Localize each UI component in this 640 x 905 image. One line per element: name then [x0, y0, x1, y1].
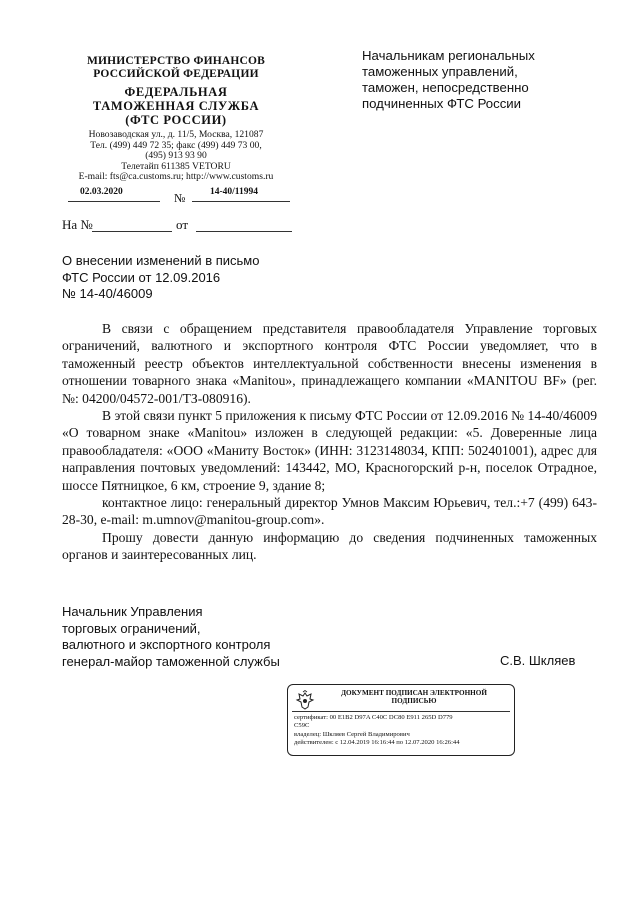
stamp-title-line: ДОКУМЕНТ ПОДПИСАН ЭЛЕКТРОННОЙ — [341, 689, 487, 697]
stamp-details — [294, 714, 510, 748]
reference-row — [62, 217, 298, 237]
ministry-line: МИНИСТЕРСТВО ФИНАНСОВ — [86, 55, 266, 67]
subject-line: № 14-40/46009 — [62, 286, 153, 302]
date-underline — [68, 201, 160, 202]
addressee-block — [362, 48, 582, 112]
reference-date-label: от — [176, 217, 189, 232]
body-paragraph: Прошу довести данную информацию до сведения подчиненных таможенных органов и заинтересованных лиц. — [62, 529, 597, 563]
addressee-line: таможенных управлений, — [362, 64, 518, 79]
service-line: ТАМОЖЕННАЯ СЛУЖБА — [92, 99, 260, 113]
service-line: ФЕДЕРАЛЬНАЯ — [124, 85, 228, 99]
ministry-line: РОССИЙСКОЙ ФЕДЕРАЦИИ — [93, 68, 259, 80]
registration-date: 02.03.2020 — [80, 187, 123, 197]
body-paragraph: В связи с обращением представителя правообладателя Управление торговых ограничений, валютного и экспортного контроля ФТС России уведомляет, что в таможенный реестр объектов интеллектуальной собственности внесены изменения в отношении товарного знака «Manitou», принадлежащего компании «MANITOU BF» (рег. №: 04200/04572-001/ТЗ-080916). — [62, 321, 597, 406]
position-line: торговых ограничений, — [62, 620, 201, 636]
position-line: валютного и экспортного контроля — [62, 637, 271, 653]
reference-number-line — [92, 231, 172, 232]
stamp-validity: действителен: с 12.04.2019 16:16:44 по 12.07.2020 16:26:44 — [294, 739, 460, 747]
signatory-position — [62, 604, 342, 670]
contact-line: E-mail: fts@ca.customs.ru; http://www.customs.ru — [78, 171, 274, 183]
body-paragraph: В этой связи пункт 5 приложения к письму ФТС России от 12.09.2016 № 14-40/46009 «О товарном знаке «Manitou» изложен в следующей редакции: «5. Доверенные лица правообладателя: «ООО «Маниту Восток» (ИНН: 3123148034, КПП: 502401001), адрес для направления почтовых уведомлений: 143442, МО, Красногорский р-н, поселок Отрадное, шоссе Пятницкое, 6 км, строение 9, здание 8; — [62, 408, 597, 493]
stamp-title — [318, 689, 510, 706]
addressee-line: таможен, непосредственно — [362, 80, 529, 95]
signatory-name: С.В. Шкляев — [500, 653, 576, 668]
position-line: генерал-майор таможенной службы — [62, 653, 280, 669]
registration-number: 14-40/11994 — [210, 187, 259, 197]
ministry-name — [60, 55, 292, 81]
subject-line: О внесении изменений в письмо — [62, 253, 260, 268]
stamp-title-line: ПОДПИСЬЮ — [391, 697, 437, 706]
contact-line: (495) 913 93 90 — [145, 150, 207, 162]
contact-line: Новозаводская ул., д. 11/5, Москва, 121087 — [88, 129, 264, 140]
stamp-owner: владелец: Шкляев Сергей Владимирович — [294, 730, 410, 738]
position-line: Начальник Управления — [62, 604, 203, 619]
letter-body — [62, 320, 597, 564]
addressee-line: подчиненных ФТС России — [362, 96, 522, 111]
reference-number-label: На № — [62, 217, 93, 232]
number-underline — [192, 201, 290, 202]
e-signature-stamp — [287, 684, 515, 756]
service-name — [60, 85, 292, 127]
reference-date-line — [196, 231, 292, 232]
subject-line: ФТС России от 12.09.2016 — [62, 269, 221, 285]
stamp-certificate-cont: C59C — [294, 722, 310, 730]
addressee-line: Начальникам региональных — [362, 48, 535, 63]
double-headed-eagle-icon — [294, 690, 316, 712]
contact-line: Телетайп 611385 VETORU — [121, 160, 231, 172]
service-line: (ФТС РОССИИ) — [125, 113, 227, 127]
registration-number-label: № — [174, 191, 186, 205]
subject-block — [62, 253, 302, 303]
body-paragraph: контактное лицо: генеральный директор Умнов Максим Юрьевич, тел.:+7 (499) 643-28-30, e-mail: m.umnov@manitou-group.com». — [62, 495, 597, 528]
contact-block — [60, 130, 292, 183]
registration-row — [68, 184, 298, 204]
stamp-certificate: сертификат: 00 E1B2 D97A C40C DC80 E911 265D D779 — [294, 714, 453, 721]
contact-line: Тел. (499) 449 72 35; факс (499) 449 73 00, — [90, 139, 262, 151]
stamp-divider — [292, 711, 510, 712]
